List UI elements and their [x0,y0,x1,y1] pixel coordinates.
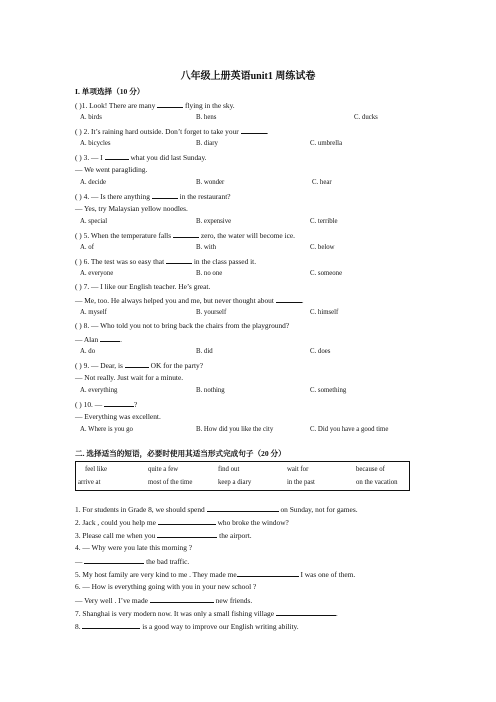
option-c: C. someone [310,270,343,277]
sentence-5: 5. My host family are very kind to me . They made me I was one of them. [75,570,356,579]
sentence-7: 7. Shanghai is very modern now. It was only a small fishing village . [75,609,338,618]
option-b: B. nothing [196,387,225,394]
option-c: C. umbrella [310,140,343,147]
option-a: A. of [80,244,94,251]
answer-blank[interactable] [84,556,144,564]
section1-heading: I. 单项选择（10 分） [75,87,145,96]
answer-blank[interactable] [158,517,216,525]
answer-blank[interactable] [100,334,120,342]
question-3-response: — We went paragliding. [75,165,148,174]
option-c: C. Did you have a good time [310,426,389,433]
phrase: most of the time [148,479,193,486]
answer-blank[interactable] [237,569,299,577]
answer-blank[interactable] [104,399,134,407]
phrase: keep a diary [218,479,252,486]
option-b: B. no one [196,270,223,277]
sentence-2: 2. Jack , could you help me who broke the window? [75,518,289,527]
question-7: ( ) 7. — I like our English teacher. He’s great. [75,282,211,291]
option-c: C. terrible [310,218,338,225]
answer-blank[interactable] [173,230,199,238]
answer-blank[interactable] [241,126,267,134]
option-a: A. special [80,218,108,225]
option-b: B. wonder [196,179,225,186]
option-c: C. ducks [354,114,378,121]
option-a: A. do [80,348,96,355]
answer-blank[interactable] [276,608,336,616]
answer-blank[interactable] [157,100,183,108]
option-b: B. How did you like the city [196,426,274,433]
answer-blank[interactable] [150,595,214,603]
question-7-response: — Me, too. He always helped you and me, but never thought about . [75,296,304,305]
page-title: 八年级上册英语unit1 周练试卷 [180,71,316,82]
answer-blank[interactable] [82,621,140,629]
option-b: B. hens [196,114,217,121]
option-b: B. with [196,244,217,251]
sentence-1: 1. For students in Grade 8, we should spend on Sunday, not for games. [75,505,358,514]
option-a: A. everyone [80,270,114,277]
option-a: A. bicycles [80,140,111,147]
option-c: C. hear [312,179,332,186]
question-10: ( ) 10. — ? [75,400,138,409]
phrase-box [75,461,410,491]
question-8: ( ) 8. — Who told you not to bring back the chairs from the playground? [75,321,290,330]
phrase: arrive at [78,479,101,486]
answer-blank[interactable] [125,360,149,368]
phrase: on the vacation [356,479,398,486]
option-c: C. something [310,387,347,394]
question-9: ( ) 9. — Dear, is OK for the party? [75,361,203,370]
question-4: ( ) 4. — Is there anything in the restaurant? [75,192,231,201]
phrase: because of [356,466,385,473]
phrase: find out [218,466,240,473]
option-b: B. diary [196,140,218,147]
section2-heading: 二. 选择适当的短语，必要时使用其适当形式完成句子（20 分） [75,449,286,458]
phrase: quite a few [148,466,179,473]
answer-blank[interactable] [157,530,217,538]
answer-blank[interactable] [166,256,192,264]
answer-blank[interactable] [152,191,178,199]
question-5: ( ) 5. When the temperature falls zero, the water will become ice. [75,231,296,240]
sentence-4-response: — the bad traffic. [75,557,190,566]
question-6: ( ) 6. The test was so easy that in the class passed it. [75,257,257,266]
option-b: B. expensive [196,218,232,225]
sentence-3: 3. Please call me when you the airport. [75,531,252,540]
question-10-response: — Everything was excellent. [75,412,161,421]
question-8-response: — Alan . [75,335,122,344]
option-a: A. decide [80,179,107,186]
question-4-response: — Yes, try Malaysian yellow noodles. [75,204,188,213]
option-c: C. below [310,244,335,251]
phrase: in the past [287,479,315,486]
sentence-6: 6. — How is everything going with you in your new school ? [75,582,257,591]
question-1: ( )1. Look! There are many flying in the sky. [75,101,235,110]
option-b: B. did [196,348,213,355]
phrase: feel like [85,466,108,473]
answer-blank[interactable] [276,295,302,303]
option-a: A. Where is you go [80,426,133,433]
option-c: C. does [310,348,331,355]
sentence-4: 4. — Why were you late this morning ? [75,543,193,552]
sentence-6-response: — Very well . I’ve made new friends. [75,596,253,605]
option-a: A. birds [80,114,102,121]
sentence-8: 8. is a good way to improve our English writing ability. [75,622,299,631]
answer-blank[interactable] [207,504,279,512]
question-9-response: — Not really. Just wait for a minute. [75,373,184,382]
question-3: ( ) 3. — I what you did last Sunday. [75,153,207,162]
answer-blank[interactable] [105,152,129,160]
option-a: A. everything [80,387,118,394]
option-c: C. himself [310,309,339,316]
option-a: A. myself [80,309,107,316]
phrase: wait for [287,466,309,473]
option-b: B. yourself [196,309,227,316]
question-2: ( ) 2. It’s raining hard outside. Don’t forget to take your . [75,127,269,136]
